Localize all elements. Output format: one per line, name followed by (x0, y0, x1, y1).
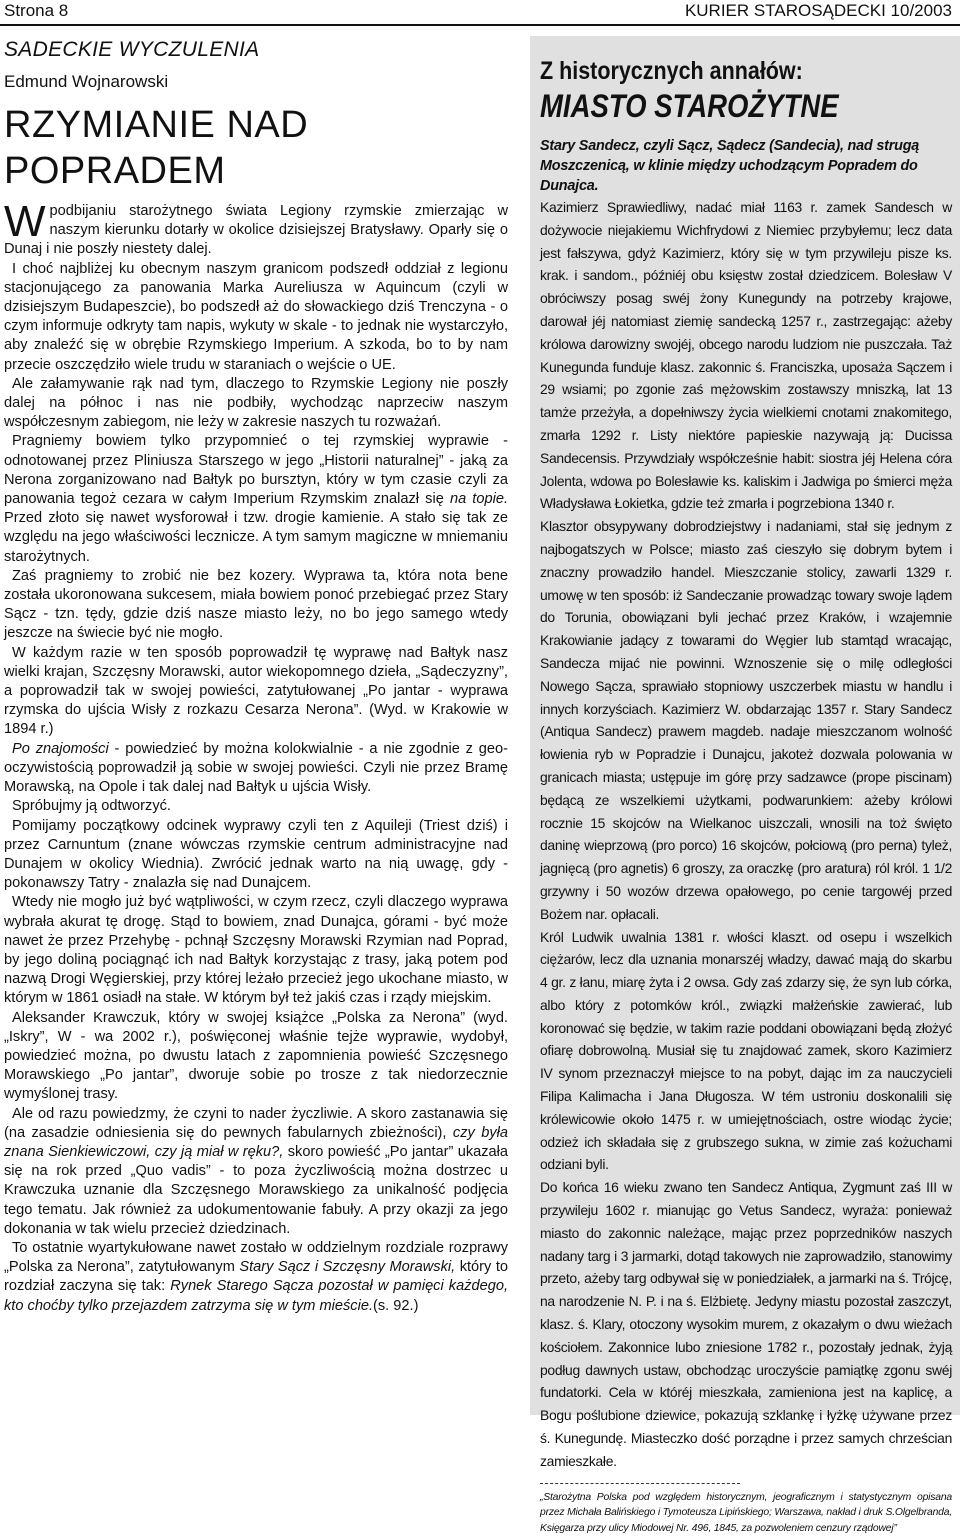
source-footnote: „Starożytna Polska pod względem historycznym, jeograficznym i statystycznym opisana przez Michała Balińskiego i Tymoteusza Lipińskiego; Warszawa, nakład i druk S.Olgelbranda, Księgarza przy ulicy Miodowej Nr. 496, 1845, za pozwoleniem cenzury rządowej” (540, 1491, 952, 1534)
divider (540, 1483, 740, 1484)
paragraph: Pomijamy początkowy odcinek wyprawy czyli ten z Aquileji (Triest dziś) i przez Carnuntum (znane wówczas rzymskie centrum administracyjne nad Dunajem w okolicy Wiednia). Zwrócić jednak warto na nią uwagę, gdy - pokonawszy Tatry - znalazła się nad Dunajcem. (4, 817, 508, 892)
paragraph: Wpodbijaniu starożytnego świata Legiony rzymskie zmierzając w naszym kierunku dotarły w okolice dzisiejszej Bratysławy. Oparły się o Dunaj i nie poszły niestety dalej. (4, 197, 508, 258)
sidebar-paragraph: Król Ludwik uwalnia 1381 r. włości klaszt. od osepu i wszelkich ciężarów, lecz dla uznania monarszéj władzy, dawać mają do skarbu 4 gr. z łanu, miarę żyta i 2 owsa. Gdy zaś zdarzy się, że syn lub córka, albo który z potomków król., związki małżeńskie zawierać, lub koronować się będzie, w takim razie poddani obowiązani będą złożyć ofiarę dobrowolną. Musiał się tu znajdować zamek, skoro Kazimierz IV synom przeznaczył miejsce to na pobyt, dając im za nauczycieli Filipa Kalimacha i Jana Długosza. W tém ustroniu doskonalili się królewicowie około 1475 r. w umiejętnościach, ostre wiodąc życie; odzież ich składała się z grubszego sukna, w zimie zaś kożuchami odziani byli. (540, 928, 952, 1173)
sidebar-heading: Z historycznych annałów: (540, 57, 803, 85)
paragraph: W każdym razie w ten sposób poprowadził tę wyprawę nad Bałtyk nasz wielki krajan, Szczęsny Morawski, autor wiekopomnego dzieła, „Sądeczyzny”, a poprowadził tak w swojej powieści, zatytułowanej „Po jantar - wyprawa rzymska do ujścia Wisły z rozkazu Cesarza Nerona”. (Wyd. w Krakowie w 1894 r.) (4, 644, 508, 738)
article-column (4, 36, 508, 1316)
sidebar-paragraph: Do końca 16 wieku zwano ten Sandecz Antiqua, Zygmunt zaś III w przywileju 1602 r. mianując go Vetus Sandecz, wyraża: ponieważ miasto do zakonnic należące, mając przez poprzedników naszych nadany targ i 3 jarmarki, dotąd takowych nie zaprowadziło, stanowimy przeto, ażeby targ odbywał się w poniedziałek, a jarmarki na ś. Trójcę, na narodzenie N. P. i na ś. Elżbietę. Jedyny miastu pozostał zaszczyt, klasz. ś. Klary, otoczony wysokim murem, z okazałym o dwu wieżach kościołem. Zakonnice lubo zniesione 1782 r., pozostały jednak, żyją podług dawnych ustaw, obchodząc uroczyście pamiątkę zgonu swéj fundatorki. Cela w któréj mieszkała, zamieniona jest na kaplicę, a Bogu poślubione dziewice, pokazują szklankę i łyżkę używane przez ś. Kunegundę. Miasteczko dość porządne i przez samych chrześcian zamieszkałe. (540, 1179, 952, 1469)
section-title: SADECKIE WYCZULENIA (4, 38, 260, 61)
paragraph: Aleksander Krawczuk, który w swojej książce „Polska za Nerona” (wyd. „Iskry”, W - wa 2002 r.), poświęconej właśnie tejże wyprawie, wydobył, powiedzieć można, po dwustu latach z zapomnienia powieść Szczęsnego Morawskiego „Po jantar”, dworuje sobie po trosze z tak niedorzecznie wymyślonej trasy. (4, 1009, 508, 1103)
paragraph: Zaś pragniemy to zrobić nie bez kozery. Wyprawa ta, która nota bene została ukoronowana sukcesem, miała bowiem ponoć przebiegać przez Stary Sącz - tzn. tędy, gdzie dziś nasze miasto leży, no bo jego samego wtedy jeszcze na świecie być nie mogło. (4, 567, 508, 642)
author-name: Edmund Wojnarowski (4, 72, 169, 91)
article-title: RZYMIANIE NAD POPRADEM (4, 104, 309, 192)
sidebar-body (540, 196, 952, 1473)
page-number: Strona 8 (4, 1, 69, 20)
page-header (0, 0, 960, 26)
sidebar-title: MIASTO STAROŻYTNE (540, 88, 839, 124)
sidebar-paragraph: Klasztor obsypywany dobrodziejstwy i nadaniami, stał się jednym z najbogatszych w Polsce; miasto zaś cieszyło się dobrym bytem i znaczny prowadziło handel. Mieszczanie stolicy, zawarli 1329 r. umowę w ten sposób: iż Sandeczanie prowadząc towary swoje lądem do Torunia, obowiązani byli jechać przez Kraków, i wzajemnie Krakowianie jadący z towarami do Węgier lub stamtąd wracając, Sandecza mijać nie powinni. Wznoszenie się o milę odległości Nowego Sącza, sprawiało stopniowy uszczerbek miastu w handlu i innych korzyściach. Kazimierz W. obdarzając 1357 r. Stary Sandecz (Antiqua Sandecz) prawem magdeb. nadaje mieszczanom wolność łowienia ryb w Popradzie i Dunajcu, jakoteż dozwala polowania w granicach miasta; ustępuje im górę przy sadzawce (prope piscinam) będącą ze wszelkiemi użytkami, podwarunkiem: ażeby królowi rocznie 15 skojców na Wielkanoc uiszczali, wnosili na toż święto daninę wieprzową (pro porco) 16 skojców, połciową (pro perna) tyleż, jagnięcą (pro agnetis) 6 groszy, za oraczkę (pro aratura) ról król. 1 1/2 grzywny i 50 wozów drzewa opałowego, po cenie targowéj przed Bożem nar. opłacali. (540, 518, 952, 922)
paragraph: Ale od razu powiedzmy, że czyni to nader życzliwie. A skoro zastanawia się (na zasadzie odniesienia się do pewnych fabularnych zbieżności), czy była znana Sienkiewiczowi, czy ją miał w ręku?, skoro powieść „Po jantar” ukazała się na rok przed „Quo vadis” - to poza życzliwością można dostrzec u Krawczuka uznanie dla Szczęsnego Morawskiego za unikalność podjęcia tego tematu. Jak również za udokumentowanie fabuły. A przy okazji za jego dokonania w tak wielu przecież dziedzinach. (4, 1105, 509, 1237)
paragraph: Pragniemy bowiem tylko przypomnieć o tej rzymskiej wyprawie - odnotowanej przez Pliniusza Starszego w jego „Historii naturalnej” - jaką za Nerona zorganizowano nad Bałtyk po bursztyn, który w tym czasie czyli za panowania tegoż cezara w całym Imperium Rzymskim znalazł się na topie. Przed złoto się nawet wysforował i tzw. drogie kamienie. A stało się tak ze względu na jego właściwości lecznicze. A tym samym magiczne w mniemaniu starożytnych. (4, 433, 508, 565)
newspaper-title: KURIER STAROSĄDECKI 10/2003 (684, 1, 952, 20)
paragraph: Ale załamywanie rąk nad tym, dlaczego to Rzymskie Legiony nie poszły dalej na północ i nas nie podbiły, wychodząc naprzeciw naszym współczesnym zabiegom, nie leży w zakresie naszych tu rozważań. (4, 375, 508, 431)
paragraph: Spróbujmy ją odtworzyć. (12, 798, 171, 815)
article-body (4, 197, 509, 1316)
paragraph: To ostatnie wyartykułowane nawet zostało w oddzielnym rozdziale rozprawy „Polska za Nerona”, zatytułowanym Stary Sącz i Szczęsny Morawski, który to rozdział zaczyna się tak: Rynek Starego Sącza pozostał w pamięci każdego, kto choćby tylko przejazdem zatrzyma się w tym mieście.(s. 92.) (4, 1239, 509, 1314)
sidebar-lead: Stary Sandecz, czyli Sącz, Sądecz (Sandecia), nad strugą Moszczenicą, w klinie między uchodzącym Popradem do Dunajca. (540, 138, 920, 194)
drop-cap: W (4, 197, 46, 246)
history-sidebar (530, 36, 960, 1534)
sidebar-paragraph: Kazimierz Sprawiedliwy, nadać miał 1163 r. zamek Sandesch w dożywocie niejakiemu Wichfrydowi z Niemiec przybyłemu; lecz data jest fałszywa, gdyż Kazimierz, który się w tym przywileju pisze ks. krak. i sandom., późniéj obu księstw został dziedzicem. Bolesław V obróciwszy posag swéj żony Kunegundy na potrzeby krajowe, darował jéj natomiast ziemię sandecką 1257 r., zastrzegając: ażeby królowa darowizny swojéj, obcego narodu ludziom nie puszczała. Taż Kunegunda funduje klasz. zakonnic ś. Franciszka, uposaża Sączem i 29 wsiami; po zgonie zaś mężowskim zostawszy mniszką, lat 13 tamże przeżyła, a dopełniwszy życia wielkiemi cnotami znakomitego, zmarła 1292 r. Listy niektóre papieskie nazywają ją: Ducissa Sandecensis. Przywdziały współcześnie habit: siostra jéj Helena córa Jolenta, wdowa po Bolesławie ks. kaliskim i Jadwiga po śmierci męża Władysława Łokietka, gdzie też zmarła i pogrzebiona 1340 r. (540, 199, 952, 512)
paragraph: Wtedy nie mogło już być wątpliwości, w czym rzecz, czyli dlaczego wyprawa wybrała akurat tę drogę. Stąd to bowiem, znad Dunajca, górami - być może nawet że przez Przehybę - pchnął Szczęsny Morawski Rzymian nad Poprad, by jego doliną pociągnąć ich nad Bałtyk korzystając z trasy, jaką potem pod nazwą Drogi Węgierskiej, przy której leżało przecież jego ukochane miasto, w którym w 1861 osiadł na stałe. W którym był też jakiś czas i rządy miejskim. (4, 894, 508, 1007)
paragraph: Po znajomości - powiedzieć by można kolokwialnie - a nie zgodnie z geo-oczywistością poprowadził ją sobie w swojej powieści. Czyli nie przez Bramę Morawską, na Opole i tak dalej nad Bałtyk u ujścia Wisły. (4, 740, 508, 796)
paragraph: I choć najbliżej ku obecnym naszym granicom podszedł oddział z legionu stacjonującego za panowania Marka Aureliusza w Aquincum (czyli w dzisiejszym Budapeszcie), bo podszedł aż do słowackiego dziś Trenczyna - o czym informuje odkryty tam napis, wykuty w skale - to jednak nie wystarczyło, aby znaleźć się w obrębie Rzymskiego Imperium. A szkoda, bo to by nam przecie oszczędziło wiele trudu w staraniach o wejście o UE. (4, 260, 508, 373)
